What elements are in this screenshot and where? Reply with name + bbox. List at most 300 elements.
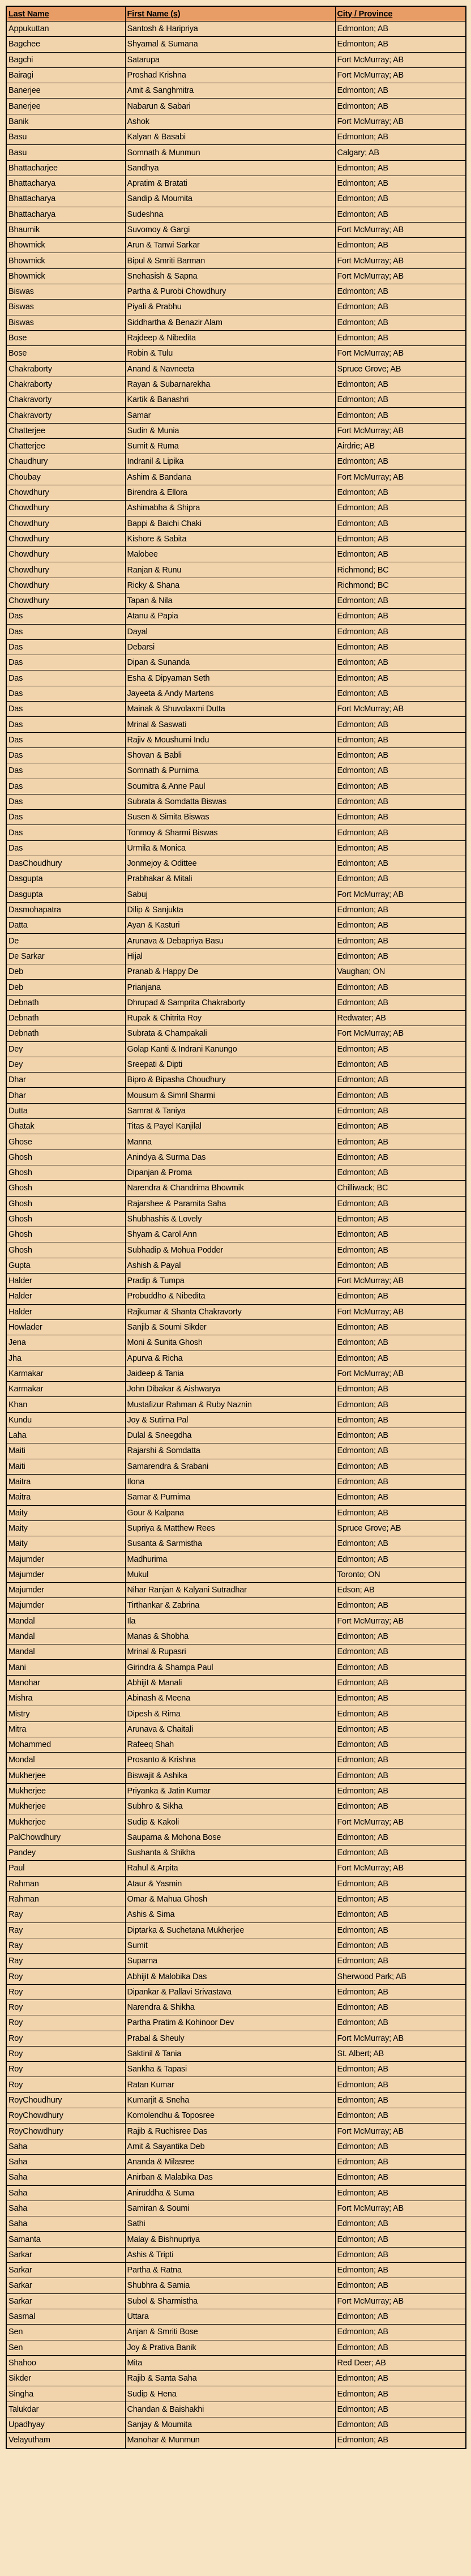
cell-first-names: Rajib & Ruchisree Das bbox=[125, 2124, 335, 2139]
cell-first-names: Indranil & Lipika bbox=[125, 454, 335, 469]
cell-city-province: Fort McMurray; AB bbox=[335, 222, 466, 237]
cell-city-province: Edmonton; AB bbox=[335, 1644, 466, 1660]
cell-last-name: Ghosh bbox=[6, 1165, 125, 1180]
cell-city-province: Edmonton; AB bbox=[335, 1907, 466, 1923]
cell-first-names: Soumitra & Anne Paul bbox=[125, 779, 335, 794]
cell-last-name: Saha bbox=[6, 2139, 125, 2154]
cell-city-province: Edmonton; AB bbox=[335, 2402, 466, 2417]
cell-city-province: Edmonton; AB bbox=[335, 1505, 466, 1520]
cell-city-province: Edmonton; AB bbox=[335, 2015, 466, 2031]
cell-last-name: Das bbox=[6, 810, 125, 825]
cell-first-names: Mainak & Shuvolaxmi Dutta bbox=[125, 702, 335, 717]
cell-city-province: Edmonton; AB bbox=[335, 2108, 466, 2124]
cell-first-names: Samar & Purnima bbox=[125, 1490, 335, 1505]
table-row bbox=[6, 2247, 466, 2262]
cell-first-names: Dulal & Sneegdha bbox=[125, 1428, 335, 1443]
cell-last-name: Chaudhury bbox=[6, 454, 125, 469]
cell-first-names: Samar bbox=[125, 408, 335, 423]
cell-city-province: Edmonton; AB bbox=[335, 2340, 466, 2355]
table-row bbox=[6, 702, 466, 717]
cell-city-province: Edmonton; AB bbox=[335, 83, 466, 99]
cell-city-province: Edmonton; AB bbox=[335, 717, 466, 732]
cell-city-province: Edmonton; AB bbox=[335, 191, 466, 207]
table-row bbox=[6, 37, 466, 52]
header-city-province: City / Province bbox=[335, 6, 466, 22]
cell-last-name: Das bbox=[6, 779, 125, 794]
cell-first-names: Dayal bbox=[125, 624, 335, 639]
table-row bbox=[6, 763, 466, 779]
cell-first-names: Rahul & Arpita bbox=[125, 1861, 335, 1876]
cell-last-name: Mukherjee bbox=[6, 1799, 125, 1814]
table-row bbox=[6, 949, 466, 964]
cell-city-province: Edmonton; AB bbox=[335, 732, 466, 747]
cell-last-name: Maiti bbox=[6, 1443, 125, 1459]
cell-last-name: Bhowmick bbox=[6, 253, 125, 268]
cell-last-name: Mitra bbox=[6, 1721, 125, 1737]
cell-last-name: Bairagi bbox=[6, 67, 125, 83]
table-row bbox=[6, 1582, 466, 1597]
table-row bbox=[6, 1196, 466, 1211]
cell-first-names: Subol & Sharmistha bbox=[125, 2293, 335, 2309]
cell-city-province: Edmonton; AB bbox=[335, 1891, 466, 1907]
cell-last-name: Ghosh bbox=[6, 1242, 125, 1258]
cell-city-province: Edmonton; AB bbox=[335, 454, 466, 469]
cell-last-name: Deb bbox=[6, 964, 125, 980]
cell-first-names: Supriya & Matthew Rees bbox=[125, 1520, 335, 1536]
cell-city-province: Richmond; BC bbox=[335, 562, 466, 578]
cell-city-province: Edmonton; AB bbox=[335, 856, 466, 872]
cell-city-province: Edmonton; AB bbox=[335, 2433, 466, 2449]
cell-last-name: Basu bbox=[6, 130, 125, 145]
cell-last-name: Majumder bbox=[6, 1552, 125, 1567]
cell-last-name: Banerjee bbox=[6, 99, 125, 114]
cell-first-names: Subrata & Somdatta Biswas bbox=[125, 794, 335, 809]
cell-city-province: Fort McMurray; AB bbox=[335, 887, 466, 902]
cell-last-name: Banerjee bbox=[6, 83, 125, 99]
cell-city-province: Edmonton; AB bbox=[335, 1938, 466, 1953]
cell-first-names: Nabarun & Sabari bbox=[125, 99, 335, 114]
cell-first-names: Kalyan & Basabi bbox=[125, 130, 335, 145]
cell-first-names: Prabal & Sheuly bbox=[125, 2031, 335, 2046]
table-row bbox=[6, 377, 466, 392]
cell-first-names: Siddhartha & Benazir Alam bbox=[125, 315, 335, 330]
cell-city-province: Fort McMurray; AB bbox=[335, 1274, 466, 1289]
table-row bbox=[6, 2232, 466, 2247]
table-row bbox=[6, 1304, 466, 1319]
cell-city-province: Fort McMurray; AB bbox=[335, 1304, 466, 1319]
cell-first-names: Rupak & Chitrita Roy bbox=[125, 1011, 335, 1026]
cell-city-province: Edmonton; AB bbox=[335, 1846, 466, 1861]
cell-city-province: Edmonton; AB bbox=[335, 810, 466, 825]
cell-first-names: Rafeeq Shah bbox=[125, 1737, 335, 1752]
table-row bbox=[6, 562, 466, 578]
cell-first-names: Madhurima bbox=[125, 1552, 335, 1567]
cell-first-names: Jayeeta & Andy Martens bbox=[125, 686, 335, 701]
cell-last-name: Das bbox=[6, 686, 125, 701]
cell-last-name: Jena bbox=[6, 1335, 125, 1351]
cell-first-names: Mrinal & Saswati bbox=[125, 717, 335, 732]
cell-last-name: Roy bbox=[6, 2031, 125, 2046]
cell-city-province: Fort McMurray; AB bbox=[335, 469, 466, 485]
cell-first-names: Esha & Dipyaman Seth bbox=[125, 670, 335, 686]
cell-city-province: Edmonton; AB bbox=[335, 2417, 466, 2433]
cell-city-province: Fort McMurray; AB bbox=[335, 1861, 466, 1876]
cell-city-province: Spruce Grove; AB bbox=[335, 1520, 466, 1536]
cell-first-names: Ashis & Sima bbox=[125, 1907, 335, 1923]
cell-city-province: Fort McMurray; AB bbox=[335, 268, 466, 284]
table-row bbox=[6, 408, 466, 423]
cell-city-province: Edmonton; AB bbox=[335, 1428, 466, 1443]
table-row bbox=[6, 1520, 466, 1536]
table-row bbox=[6, 655, 466, 670]
cell-last-name: Mukherjee bbox=[6, 1783, 125, 1798]
cell-first-names: Sathi bbox=[125, 2216, 335, 2232]
cell-last-name: Ghosh bbox=[6, 1150, 125, 1165]
cell-last-name: Maity bbox=[6, 1505, 125, 1520]
cell-last-name: Ghose bbox=[6, 1134, 125, 1150]
table-row bbox=[6, 856, 466, 872]
table-row bbox=[6, 1242, 466, 1258]
cell-city-province: Edmonton; AB bbox=[335, 639, 466, 655]
cell-first-names: Mustafizur Rahman & Ruby Naznin bbox=[125, 1397, 335, 1412]
cell-first-names: Subhro & Sikha bbox=[125, 1799, 335, 1814]
cell-first-names: Tapan & Nila bbox=[125, 593, 335, 608]
cell-last-name: Saha bbox=[6, 2216, 125, 2232]
cell-last-name: Velayutham bbox=[6, 2433, 125, 2449]
cell-city-province: Edmonton; AB bbox=[335, 1119, 466, 1134]
cell-last-name: Dhar bbox=[6, 1088, 125, 1103]
cell-first-names: Piyali & Prabhu bbox=[125, 300, 335, 315]
cell-last-name: Das bbox=[6, 717, 125, 732]
cell-first-names: Malay & Bishnupriya bbox=[125, 2232, 335, 2247]
cell-city-province: Spruce Grove; AB bbox=[335, 361, 466, 377]
cell-city-province: Edmonton; AB bbox=[335, 377, 466, 392]
cell-last-name: Basu bbox=[6, 145, 125, 160]
cell-city-province: Edmonton; AB bbox=[335, 670, 466, 686]
table-row bbox=[6, 2108, 466, 2124]
table-row bbox=[6, 1675, 466, 1690]
table-row bbox=[6, 1258, 466, 1273]
cell-first-names: Titas & Payel Kanjilal bbox=[125, 1119, 335, 1134]
cell-first-names: Arunava & Debapriya Basu bbox=[125, 933, 335, 949]
cell-city-province: Edmonton; AB bbox=[335, 1196, 466, 1211]
table-row bbox=[6, 933, 466, 949]
cell-first-names: Partha & Ratna bbox=[125, 2263, 335, 2278]
cell-first-names: Komolendhu & Toposree bbox=[125, 2108, 335, 2124]
table-row bbox=[6, 1830, 466, 1845]
cell-city-province: Edmonton; AB bbox=[335, 763, 466, 779]
cell-last-name: Rahman bbox=[6, 1891, 125, 1907]
cell-first-names: Atanu & Papia bbox=[125, 609, 335, 624]
cell-city-province: Edmonton; AB bbox=[335, 2077, 466, 2092]
cell-last-name: Bagchi bbox=[6, 52, 125, 67]
cell-last-name: Chowdhury bbox=[6, 547, 125, 562]
cell-city-province: Fort McMurray; AB bbox=[335, 2031, 466, 2046]
cell-first-names: Sauparna & Mohona Bose bbox=[125, 1830, 335, 1845]
cell-last-name: Bhattacharya bbox=[6, 207, 125, 222]
cell-city-province: Edmonton; AB bbox=[335, 160, 466, 176]
cell-last-name: Das bbox=[6, 794, 125, 809]
cell-city-province: Edmonton; AB bbox=[335, 176, 466, 191]
table-row bbox=[6, 1443, 466, 1459]
table-row bbox=[6, 872, 466, 887]
cell-first-names: Bipul & Smriti Barman bbox=[125, 253, 335, 268]
table-row bbox=[6, 516, 466, 531]
cell-last-name: Das bbox=[6, 732, 125, 747]
table-row bbox=[6, 1846, 466, 1861]
cell-first-names: Saktinil & Tania bbox=[125, 2046, 335, 2061]
cell-city-province: Edmonton; AB bbox=[335, 2139, 466, 2154]
table-row bbox=[6, 2201, 466, 2216]
cell-city-province: Edmonton; AB bbox=[335, 1923, 466, 1938]
cell-city-province: Edmonton; AB bbox=[335, 1691, 466, 1706]
cell-city-province: Fort McMurray; AB bbox=[335, 67, 466, 83]
cell-first-names: Anjan & Smriti Bose bbox=[125, 2325, 335, 2340]
table-row bbox=[6, 1552, 466, 1567]
table-row bbox=[6, 2309, 466, 2324]
cell-city-province: Edmonton; AB bbox=[335, 779, 466, 794]
table-row bbox=[6, 485, 466, 500]
table-row bbox=[6, 995, 466, 1010]
cell-first-names: Sandhya bbox=[125, 160, 335, 176]
table-row bbox=[6, 176, 466, 191]
cell-first-names: Proshad Krishna bbox=[125, 67, 335, 83]
cell-city-province: Edmonton; AB bbox=[335, 99, 466, 114]
table-row bbox=[6, 2386, 466, 2402]
table-body bbox=[6, 22, 466, 2449]
cell-first-names: Jaideep & Tania bbox=[125, 1366, 335, 1381]
cell-first-names: Nihar Ranjan & Kalyani Sutradhar bbox=[125, 1582, 335, 1597]
cell-last-name: Laha bbox=[6, 1428, 125, 1443]
cell-last-name: Halder bbox=[6, 1289, 125, 1304]
cell-first-names: Apratim & Bratati bbox=[125, 176, 335, 191]
table-row bbox=[6, 2124, 466, 2139]
cell-city-province: Edmonton; AB bbox=[335, 1629, 466, 1644]
cell-last-name: Chowdhury bbox=[6, 516, 125, 531]
cell-last-name: Mukherjee bbox=[6, 1768, 125, 1783]
table-row bbox=[6, 330, 466, 345]
cell-first-names: Ananda & Milasree bbox=[125, 2154, 335, 2169]
cell-city-province: Edmonton; AB bbox=[335, 1397, 466, 1412]
cell-first-names: Rajiv & Moushumi Indu bbox=[125, 732, 335, 747]
cell-city-province: Sherwood Park; AB bbox=[335, 1969, 466, 1984]
table-row bbox=[6, 1041, 466, 1057]
cell-first-names: Tirthankar & Zabrina bbox=[125, 1598, 335, 1613]
cell-city-province: Edmonton; AB bbox=[335, 1783, 466, 1798]
table-row bbox=[6, 1181, 466, 1196]
cell-last-name: Bhaumik bbox=[6, 222, 125, 237]
table-row bbox=[6, 1011, 466, 1026]
table-row bbox=[6, 1134, 466, 1150]
cell-first-names: Amit & Sayantika Deb bbox=[125, 2139, 335, 2154]
cell-first-names: Sandip & Moumita bbox=[125, 191, 335, 207]
cell-first-names: Bipro & Bipasha Choudhury bbox=[125, 1073, 335, 1088]
cell-last-name: Roy bbox=[6, 2062, 125, 2077]
table-row bbox=[6, 887, 466, 902]
cell-city-province: Fort McMurray; AB bbox=[335, 1366, 466, 1381]
cell-city-province: Edmonton; AB bbox=[335, 1721, 466, 1737]
table-row bbox=[6, 1598, 466, 1613]
cell-city-province: Edmonton; AB bbox=[335, 1088, 466, 1103]
cell-first-names: Rajarshi & Somdatta bbox=[125, 1443, 335, 1459]
cell-last-name: Roy bbox=[6, 2077, 125, 2092]
cell-city-province: Edmonton; AB bbox=[335, 1536, 466, 1552]
cell-first-names: Moni & Sunita Ghosh bbox=[125, 1335, 335, 1351]
cell-first-names: Anirban & Malabika Das bbox=[125, 2170, 335, 2185]
cell-first-names: Dhrupad & Samprita Chakraborty bbox=[125, 995, 335, 1010]
cell-last-name: RoyChowdhury bbox=[6, 2108, 125, 2124]
table-row bbox=[6, 2293, 466, 2309]
cell-last-name: Bhowmick bbox=[6, 268, 125, 284]
cell-last-name: Bhattacharya bbox=[6, 191, 125, 207]
table-row bbox=[6, 1335, 466, 1351]
table-row bbox=[6, 253, 466, 268]
table-row bbox=[6, 747, 466, 763]
cell-first-names: Suparna bbox=[125, 1954, 335, 1969]
cell-city-province: Edmonton; AB bbox=[335, 1242, 466, 1258]
cell-city-province: Edmonton; AB bbox=[335, 995, 466, 1010]
cell-last-name: Biswas bbox=[6, 284, 125, 300]
cell-city-province: Edmonton; AB bbox=[335, 547, 466, 562]
table-row bbox=[6, 593, 466, 608]
cell-city-province: Red Deer; AB bbox=[335, 2355, 466, 2370]
cell-first-names: Ayan & Kasturi bbox=[125, 918, 335, 933]
table-row bbox=[6, 284, 466, 300]
table-row bbox=[6, 2139, 466, 2154]
cell-city-province: Edmonton; AB bbox=[335, 949, 466, 964]
cell-last-name: Das bbox=[6, 747, 125, 763]
cell-city-province: Edmonton; AB bbox=[335, 825, 466, 840]
cell-last-name: Mani bbox=[6, 1660, 125, 1675]
cell-first-names: Priyanka & Jatin Kumar bbox=[125, 1783, 335, 1798]
cell-last-name: Talukdar bbox=[6, 2402, 125, 2417]
cell-city-province: Edmonton; AB bbox=[335, 408, 466, 423]
table-row bbox=[6, 1103, 466, 1118]
cell-first-names: Gour & Kalpana bbox=[125, 1505, 335, 1520]
cell-last-name: DasChoudhury bbox=[6, 856, 125, 872]
cell-last-name: Chakravorty bbox=[6, 408, 125, 423]
cell-last-name: Chowdhury bbox=[6, 531, 125, 546]
cell-last-name: Shahoo bbox=[6, 2355, 125, 2370]
cell-last-name: Halder bbox=[6, 1304, 125, 1319]
cell-last-name: Bhattacharjee bbox=[6, 160, 125, 176]
cell-first-names: Arunava & Chaitali bbox=[125, 1721, 335, 1737]
table-row bbox=[6, 83, 466, 99]
table-row bbox=[6, 2417, 466, 2433]
cell-city-province: Fort McMurray; AB bbox=[335, 253, 466, 268]
cell-first-names: Narendra & Shikha bbox=[125, 2000, 335, 2015]
table-row bbox=[6, 191, 466, 207]
cell-city-province: Edmonton; AB bbox=[335, 501, 466, 516]
cell-last-name: Debnath bbox=[6, 995, 125, 1010]
cell-first-names: Sanjay & Moumita bbox=[125, 2417, 335, 2433]
cell-last-name: Chatterjee bbox=[6, 423, 125, 438]
cell-last-name: Chowdhury bbox=[6, 593, 125, 608]
cell-city-province: Edmonton; AB bbox=[335, 1041, 466, 1057]
cell-last-name: Banik bbox=[6, 114, 125, 129]
table-row bbox=[6, 840, 466, 856]
table-row bbox=[6, 2031, 466, 2046]
table-row bbox=[6, 918, 466, 933]
cell-first-names: Narendra & Chandrima Bhowmik bbox=[125, 1181, 335, 1196]
table-row bbox=[6, 1954, 466, 1969]
table-row bbox=[6, 1474, 466, 1489]
cell-last-name: Dasgupta bbox=[6, 887, 125, 902]
cell-last-name: Mistry bbox=[6, 1706, 125, 1721]
cell-last-name: Roy bbox=[6, 2015, 125, 2031]
table-row bbox=[6, 1026, 466, 1041]
cell-last-name: Ghosh bbox=[6, 1211, 125, 1227]
table-row bbox=[6, 1753, 466, 1768]
table-row bbox=[6, 1923, 466, 1938]
cell-city-province: Edmonton; AB bbox=[335, 2170, 466, 2185]
cell-first-names: Biswajit & Ashika bbox=[125, 1768, 335, 1783]
cell-first-names: Sumit & Ruma bbox=[125, 439, 335, 454]
cell-first-names: Sreepati & Dipti bbox=[125, 1057, 335, 1072]
cell-first-names: Rayan & Subarnarekha bbox=[125, 377, 335, 392]
table-row bbox=[6, 392, 466, 408]
cell-city-province: Fort McMurray; AB bbox=[335, 1814, 466, 1830]
cell-first-names: Mukul bbox=[125, 1567, 335, 1582]
cell-city-province: Edmonton; AB bbox=[335, 315, 466, 330]
table-row bbox=[6, 268, 466, 284]
cell-last-name: Maitra bbox=[6, 1490, 125, 1505]
cell-last-name: Debnath bbox=[6, 1026, 125, 1041]
cell-first-names: Samiran & Soumi bbox=[125, 2201, 335, 2216]
cell-last-name: Samanta bbox=[6, 2232, 125, 2247]
cell-city-province: Toronto; ON bbox=[335, 1567, 466, 1582]
cell-last-name: Sarkar bbox=[6, 2263, 125, 2278]
cell-first-names: Uttara bbox=[125, 2309, 335, 2324]
cell-last-name: RoyChowdhury bbox=[6, 2124, 125, 2139]
cell-city-province: Edmonton; AB bbox=[335, 2386, 466, 2402]
cell-city-province: Edmonton; AB bbox=[335, 593, 466, 608]
cell-city-province: Edmonton; AB bbox=[335, 2232, 466, 2247]
cell-first-names: Prianjana bbox=[125, 980, 335, 995]
table-row bbox=[6, 160, 466, 176]
table-row bbox=[6, 2340, 466, 2355]
table-row bbox=[6, 300, 466, 315]
cell-city-province: Chilliwack; BC bbox=[335, 1181, 466, 1196]
cell-city-province: Edmonton; AB bbox=[335, 2154, 466, 2169]
cell-first-names: Sumit bbox=[125, 1938, 335, 1953]
cell-city-province: Edmonton; AB bbox=[335, 1876, 466, 1891]
cell-first-names: Samrat & Taniya bbox=[125, 1103, 335, 1118]
cell-last-name: Choubay bbox=[6, 469, 125, 485]
table-row bbox=[6, 2325, 466, 2340]
cell-city-province: Edmonton; AB bbox=[335, 2185, 466, 2201]
cell-first-names: Dipanjan & Proma bbox=[125, 1165, 335, 1180]
cell-first-names: Dipesh & Rima bbox=[125, 1706, 335, 1721]
cell-last-name: Chakraborty bbox=[6, 377, 125, 392]
table-row bbox=[6, 609, 466, 624]
cell-first-names: Santosh & Haripriya bbox=[125, 22, 335, 37]
cell-first-names: Sudip & Kakoli bbox=[125, 1814, 335, 1830]
table-row bbox=[6, 2154, 466, 2169]
cell-first-names: Sudeshna bbox=[125, 207, 335, 222]
cell-last-name: Mishra bbox=[6, 1691, 125, 1706]
cell-first-names: Anindya & Surma Das bbox=[125, 1150, 335, 1165]
table-row bbox=[6, 1073, 466, 1088]
cell-city-province: Edmonton; AB bbox=[335, 1706, 466, 1721]
cell-last-name: Deb bbox=[6, 980, 125, 995]
table-row bbox=[6, 2355, 466, 2370]
cell-city-province: Fort McMurray; AB bbox=[335, 1026, 466, 1041]
table-row bbox=[6, 578, 466, 593]
cell-last-name: Maity bbox=[6, 1520, 125, 1536]
cell-last-name: Roy bbox=[6, 1969, 125, 1984]
cell-city-province: Edmonton; AB bbox=[335, 2000, 466, 2015]
